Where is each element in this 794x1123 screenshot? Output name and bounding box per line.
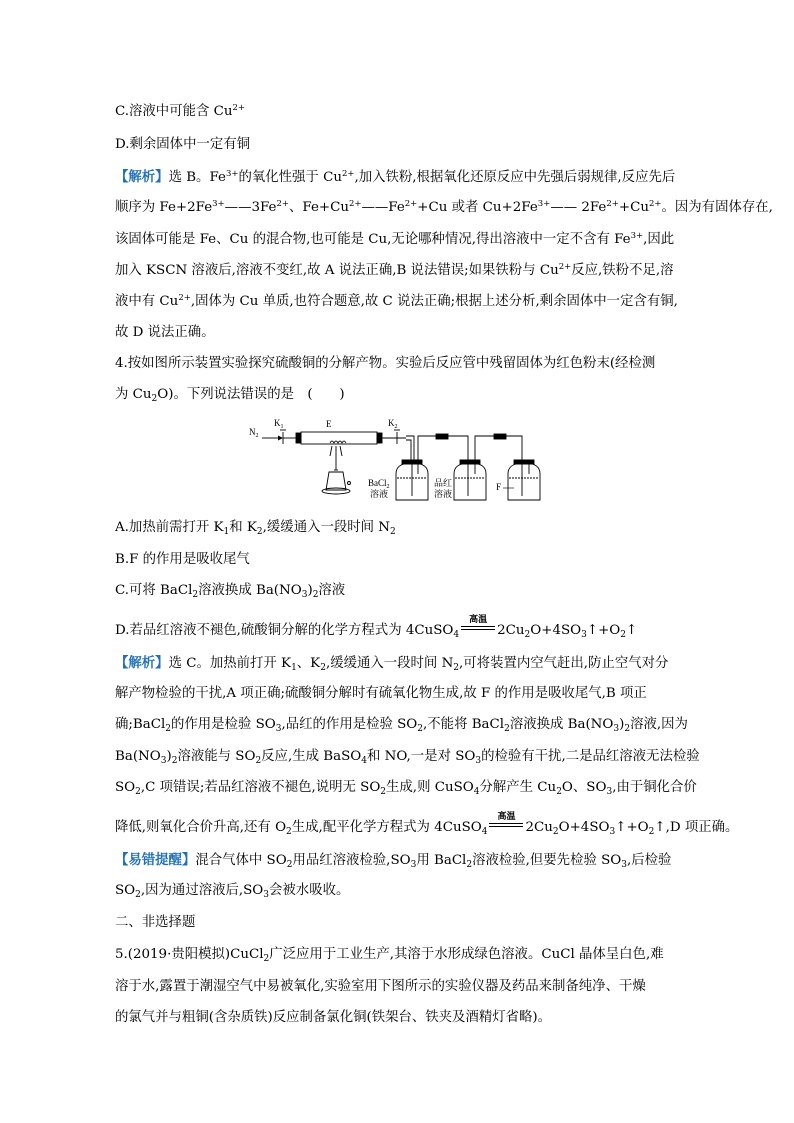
left-stopper	[296, 433, 301, 443]
analysis-tag: 【解析】	[115, 655, 169, 671]
bacl2-label: BaCl$_2$	[368, 478, 390, 490]
k2-label: $K_2$	[388, 418, 398, 430]
q4-analysis-line-5: $SO_2,C$ 项错误;若品红溶液不褪色,说明无 $SO_2$生成,则 CuSO$_4$分解产生 $Cu_2O$、$SO_3$,由于铜化合价	[115, 780, 697, 797]
q3-analysis-line-3: 该固体可能是 Fe、Cu 的混合物,也可能是 Cu,无论哪种情况,得出溶液中一定不含有 $Fe^{3+}$,因此	[115, 231, 675, 247]
connector-1	[436, 434, 448, 439]
q4-option-b: B.F 的作用是吸收尾气	[115, 552, 250, 567]
q4-analysis-line-1: 【解析】选 C。加热前打开 $K_1$、$K_2$,缓缓通入一段时间 $N_2$,可将装置内空气赶出,防止空气对分	[115, 655, 669, 673]
n2-label: $N_2$	[249, 427, 259, 439]
q5-line-1: 5.(2019·贵阳模拟)CuCl$_2$广泛应用于工业生产,其溶于水形成绿色溶液。CuCl 晶体呈白色,难	[115, 947, 664, 964]
tip-tag: 【易错提醒】	[115, 852, 196, 868]
e-label: E	[326, 419, 332, 429]
k2-valve	[394, 430, 400, 444]
reaction-condition-arrow: 高温	[488, 820, 524, 836]
q3-analysis-line-2: 顺序为 $Fe+2Fe^{3+}——3Fe^{2+}$、$Fe+Cu^{2+}——Fe^{2+}+Cu$ 或者 $Cu+2Fe^{3+}——$ $2Fe^{2+}+Cu^{2+}$。因为有固体存在,	[115, 199, 773, 215]
q4-analysis-line-6: 降低,则氧化合价升高,还有 $O_2$生成,配平化学方程式为 4CuSO$_4$ 高温 $2Cu_2O+4SO_3↑+O_2↑,D$ 项正确。	[115, 812, 739, 837]
reaction-condition-arrow: 高温	[460, 623, 496, 639]
right-stopper	[377, 433, 382, 443]
pinhong-solution-label: 溶液	[434, 489, 453, 499]
sample-powder	[330, 441, 346, 443]
q3-option-d: D.剩余固体中一定有铜	[115, 137, 251, 152]
f-label: F	[496, 482, 502, 492]
bottle-pinhong	[454, 436, 494, 500]
q3-analysis-line-1: 【解析】选 B。$Fe^{3+}$的氧化性强于 $Cu^{2+}$,加入铁粉,根据氧化还原反应中先强后弱规律,反应先后	[115, 169, 676, 185]
apparatus-figure	[246, 416, 556, 508]
bottle-f	[508, 460, 540, 500]
q4-analysis-line-4: $Ba(NO_3)_2$溶液能与 $SO_2$反应,生成 BaSO$_4$和 NO,一是对 $SO_3$的检验有干扰,二是品红溶液无法检验	[115, 749, 700, 766]
bacl2-solution-label: 溶液	[370, 489, 389, 499]
q5-line-3: 的氯气并与粗铜(含杂质铁)反应制备氯化铜(铁架台、铁夹及酒精灯省略)。	[115, 1010, 552, 1025]
k1-label: $K_1$	[274, 418, 284, 430]
q4-analysis-line-3: 确;BaCl$_2$的作用是检验 $SO_3$,品红的作用是检验 $SO_2$,不能将 BaCl$_2$溶液换成 $Ba(NO_3)_2$溶液,因为	[115, 717, 688, 734]
q4-option-c: C.可将 BaCl$_2$溶液换成 $Ba(NO_3)_2$溶液	[115, 583, 346, 600]
q4-analysis-line-2: 解产物检验的干扰,A 项正确;硫酸铜分解时有硫氧化物生成,故 F 的作用是吸收尾气,B 项正	[115, 686, 647, 701]
q4-tip-line-2: $SO_2$,因为通过溶液后$,SO_3$会被水吸收。	[115, 883, 350, 900]
q3-option-c: C.溶液中可能含 $Cu^{2+}$	[115, 103, 246, 119]
connector-2	[494, 434, 506, 439]
q4-stem-line-2: 为 $Cu_2O$)。下列说法错误的是 ( )	[115, 387, 345, 404]
q5-line-2: 溶于水,露置于潮湿空气中易被氧化,实验室用下图所示的实验仪器及药品来制备纯净、干燥	[115, 979, 646, 994]
q4-option-a: A.加热前需打开 $K_1$和 $K_2$,缓缓通入一段时间 $N_2$	[115, 520, 396, 537]
section-title: 二、非选择题	[115, 915, 196, 930]
q4-option-d: D.若品红溶液不褪色,硫酸铜分解的化学方程式为 4CuSO$_4$ 高温 $2Cu_2O+4SO_3↑+O_2↑$	[115, 615, 638, 640]
q4-stem-line-1: 4.按如图所示装置实验探究硫酸铜的分解产物。实验后反应管中残留固体为红色粉末(经检测	[115, 356, 656, 371]
reaction-tube-e	[301, 432, 377, 444]
q3-analysis-line-4: 加入 KSCN 溶液后,溶液不变红,故 A 说法正确,B 说法错误;如果铁粉与 $Cu^{2+}$反应,铁粉不足,溶	[115, 262, 674, 278]
bottle-bacl2	[396, 436, 436, 500]
analysis-tag: 【解析】	[115, 169, 169, 185]
q4-tip-line-1: 【易错提醒】混合气体中 $SO_2$用品红溶液检验$,SO_3$用 BaCl$_2$溶液检验,但要先检验 $SO_3$,后检验	[115, 852, 672, 870]
q3-analysis-line-5: 液中有 $Cu^{2+}$,固体为 Cu 单质,也符合题意,故 C 说法正确;根据上述分析,剩余固体中一定含有铜,	[115, 293, 678, 309]
alcohol-lamp	[322, 446, 351, 494]
q3-analysis-line-6: 故 D 说法正确。	[115, 325, 215, 340]
pinhong-label: 品红	[434, 478, 453, 488]
